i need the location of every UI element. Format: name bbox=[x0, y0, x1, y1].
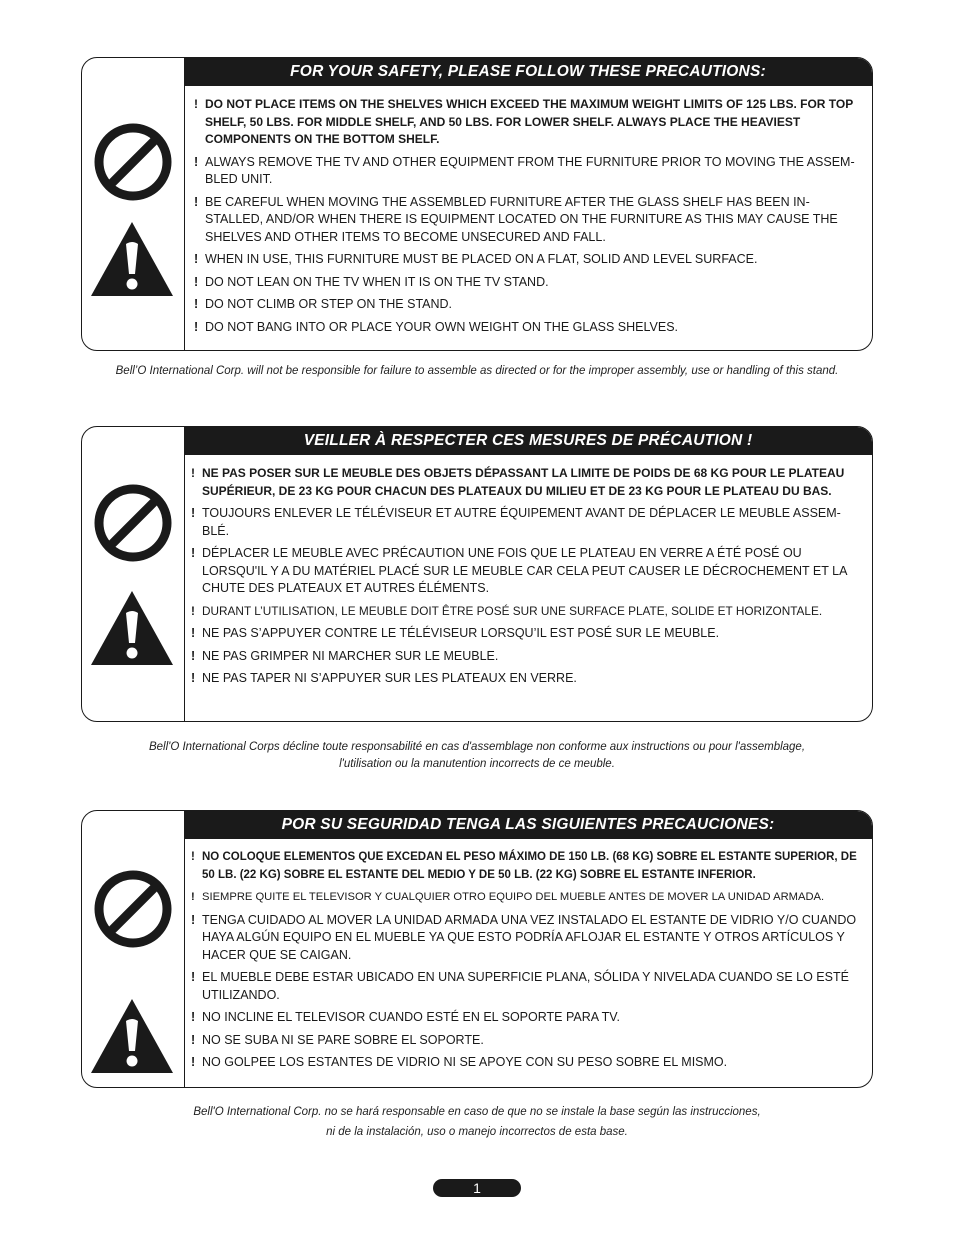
list-item: ! TENGA CUIDADO AL MOVER LA UNIDAD ARMADA UNA VEZ INSTALADO EL ESTANTE DE VIDRIO Y/O CUANDO HAYA ALGÚN EQUIPO EN EL MUEBLE YA QUE ESTO PODRÍA AFLOJAR EL ESTANTE Y OTROS ARTÍCULOS Y HACER QUE SE CAIGAN. bbox=[191, 912, 857, 962]
icon-column bbox=[82, 427, 185, 721]
list-item: ! NO COLOQUE ELEMENTOS QUE EXCEDAN EL PESO MÁXIMO DE 150 LB. (68 KG) SOBRE EL ESTANTE SUPERIOR, DE 50 LB. (22 KG) SOBRE EL ESTANTE DEL MEDIO Y DE 50 LB. (22 KG) SOBRE EL ESTANTE INFERIOR. bbox=[191, 851, 857, 881]
list-item: ! NO INCLINE EL TELEVISOR CUANDO ESTÉ EN EL SOPORTE PARA TV. bbox=[191, 1010, 620, 1024]
panel-header: VEILLER À RESPECTER CES MESURES DE PRÉCAUTION ! bbox=[184, 427, 872, 455]
warning-triangle-icon bbox=[89, 997, 175, 1075]
prohibition-icon bbox=[91, 867, 175, 951]
list-item: ! DURANT L’UTILISATION, LE MEUBLE DOIT ÊTRE POSÉ SUR UNE SURFACE PLATE, SOLIDE ET HORIZONTALE. bbox=[191, 603, 823, 618]
safety-panel-spanish bbox=[81, 810, 873, 1088]
precaution-list bbox=[184, 839, 872, 1072]
list-item: ! ALWAYS REMOVE THE TV AND OTHER EQUIPMENT FROM THE FURNITURE PRIOR TO MOVING THE ASSEM-BLED UNIT. bbox=[194, 154, 855, 186]
page-number: 1 bbox=[433, 1179, 521, 1197]
safety-panel-english bbox=[81, 57, 873, 351]
list-item: ! NO SE SUBA NI SE PARE SOBRE EL SOPORTE. bbox=[191, 1032, 484, 1047]
list-item: ! NE PAS TAPER NI S’APPUYER SUR LES PLATEAUX EN VERRE. bbox=[191, 671, 577, 685]
icon-column bbox=[82, 58, 185, 350]
precaution-list bbox=[184, 86, 872, 336]
list-item: ! NE PAS POSER SUR LE MEUBLE DES OBJETS DÉPASSANT LA LIMITE DE POIDS DE 68 KG POUR LE PLATEAU SUPÉRIEUR, DE 23 KG POUR CHACUN DES PLATEAUX DU MILIEU ET DE 23 KG POUR LE PLATEAU DU BAS. bbox=[191, 466, 845, 498]
list-item: ! DO NOT LEAN ON THE TV WHEN IT IS ON THE TV STAND. bbox=[194, 274, 549, 289]
list-item: ! NE PAS GRIMPER NI MARCHER SUR LE MEUBLE. bbox=[191, 648, 499, 663]
disclaimer-english: Bell’O International Corp. will not be responsible for failure to assemble as directed or for the improper assembly, use or handling of this stand. bbox=[115, 365, 839, 377]
panel-content bbox=[184, 811, 872, 1087]
prohibition-icon bbox=[91, 481, 175, 565]
safety-panel-french bbox=[81, 426, 873, 722]
panel-header: FOR YOUR SAFETY, PLEASE FOLLOW THESE PRECAUTIONS: bbox=[184, 58, 872, 86]
prohibition-icon bbox=[91, 120, 175, 204]
warning-triangle-icon bbox=[89, 589, 175, 667]
list-item: ! DO NOT PLACE ITEMS ON THE SHELVES WHICH EXCEED THE MAXIMUM WEIGHT LIMITS OF 125 LBS. FOR TOP SHELF, 50 LBS. FOR MIDDLE SHELF, AND 50 LBS. FOR LOWER SHELF. ALWAYS PLACE THE HEAVIEST COMPONENTS ON THE BOTTOM SHELF. bbox=[194, 97, 854, 146]
disclaimer-spanish: Bell'O International Corp. no se hará responsable en caso de que no se instale la base según las instrucciones, ni de la instalación, uso o manejo incorrectos de esta base. bbox=[193, 1106, 761, 1138]
list-item: ! DO NOT BANG INTO OR PLACE YOUR OWN WEIGHT ON THE GLASS SHELVES. bbox=[194, 319, 679, 334]
panel-header: POR SU SEGURIDAD TENGA LAS SIGUIENTES PRECAUCIONES: bbox=[184, 811, 872, 839]
list-item: ! WHEN IN USE, THIS FURNITURE MUST BE PLACED ON A FLAT, SOLID AND LEVEL SURFACE. bbox=[194, 252, 758, 266]
panel-content bbox=[184, 427, 872, 721]
list-item: ! TOUJOURS ENLEVER LE TÉLÉVISEUR ET AUTRE ÉQUIPEMENT AVANT DE DÉPLACER LE MEUBLE ASSEM-BLÉ. bbox=[191, 506, 841, 538]
list-item: ! SIEMPRE QUITE EL TELEVISOR Y CUALQUIER OTRO EQUIPO DEL MUEBLE ANTES DE MOVER LA UNIDAD ARMADA. bbox=[191, 891, 825, 903]
list-item: ! BE CAREFUL WHEN MOVING THE ASSEMBLED FURNITURE AFTER THE GLASS SHELF HAS BEEN IN-STALLED, AND/OR WHEN THERE IS EQUIPMENT LOCATED ON THE FURNITURE AS THIS MAY CAUSE THE SHELVES AND OTHER ITEMS TO BECOME UNSECURED AND FALL. bbox=[194, 194, 838, 244]
panel-content bbox=[184, 58, 872, 350]
warning-triangle-icon bbox=[89, 220, 175, 298]
list-item: ! DÉPLACER LE MEUBLE AVEC PRÉCAUTION UNE FOIS QUE LE PLATEAU EN VERRE A ÉTÉ POSÉ OU LORSQU'IL Y A DU MATÉRIEL PLACÉ SUR LE MEUBLE CAR CELA PEUT CAUSER LE DÉCROCHEMENT ET LA CHUTE DES PLATEAUX ET AUTRES ÉLÉMENTS. bbox=[191, 546, 847, 595]
precaution-list bbox=[184, 455, 872, 688]
list-item: ! EL MUEBLE DEBE ESTAR UBICADO EN UNA SUPERFICIE PLANA, SÓLIDA Y NIVELADA CUANDO SE LO ESTÉ UTILIZANDO. bbox=[191, 970, 849, 1002]
icon-column bbox=[82, 811, 185, 1087]
list-item: ! NO GOLPEE LOS ESTANTES DE VIDRIO NI SE APOYE CON SU PESO SOBRE EL MISMO. bbox=[191, 1055, 728, 1069]
list-item: ! NE PAS S’APPUYER CONTRE LE TÉLÉVISEUR LORSQU’IL EST POSÉ SUR LE MEUBLE. bbox=[191, 626, 720, 640]
list-item: ! DO NOT CLIMB OR STEP ON THE STAND. bbox=[194, 297, 453, 311]
disclaimer-french: Bell'O International Corps décline toute responsabilité en cas d'assemblage non conforme aux instructions ou pour l'assemblage, l'utilisation ou la manutention incorrects de ce meuble. bbox=[148, 741, 806, 770]
